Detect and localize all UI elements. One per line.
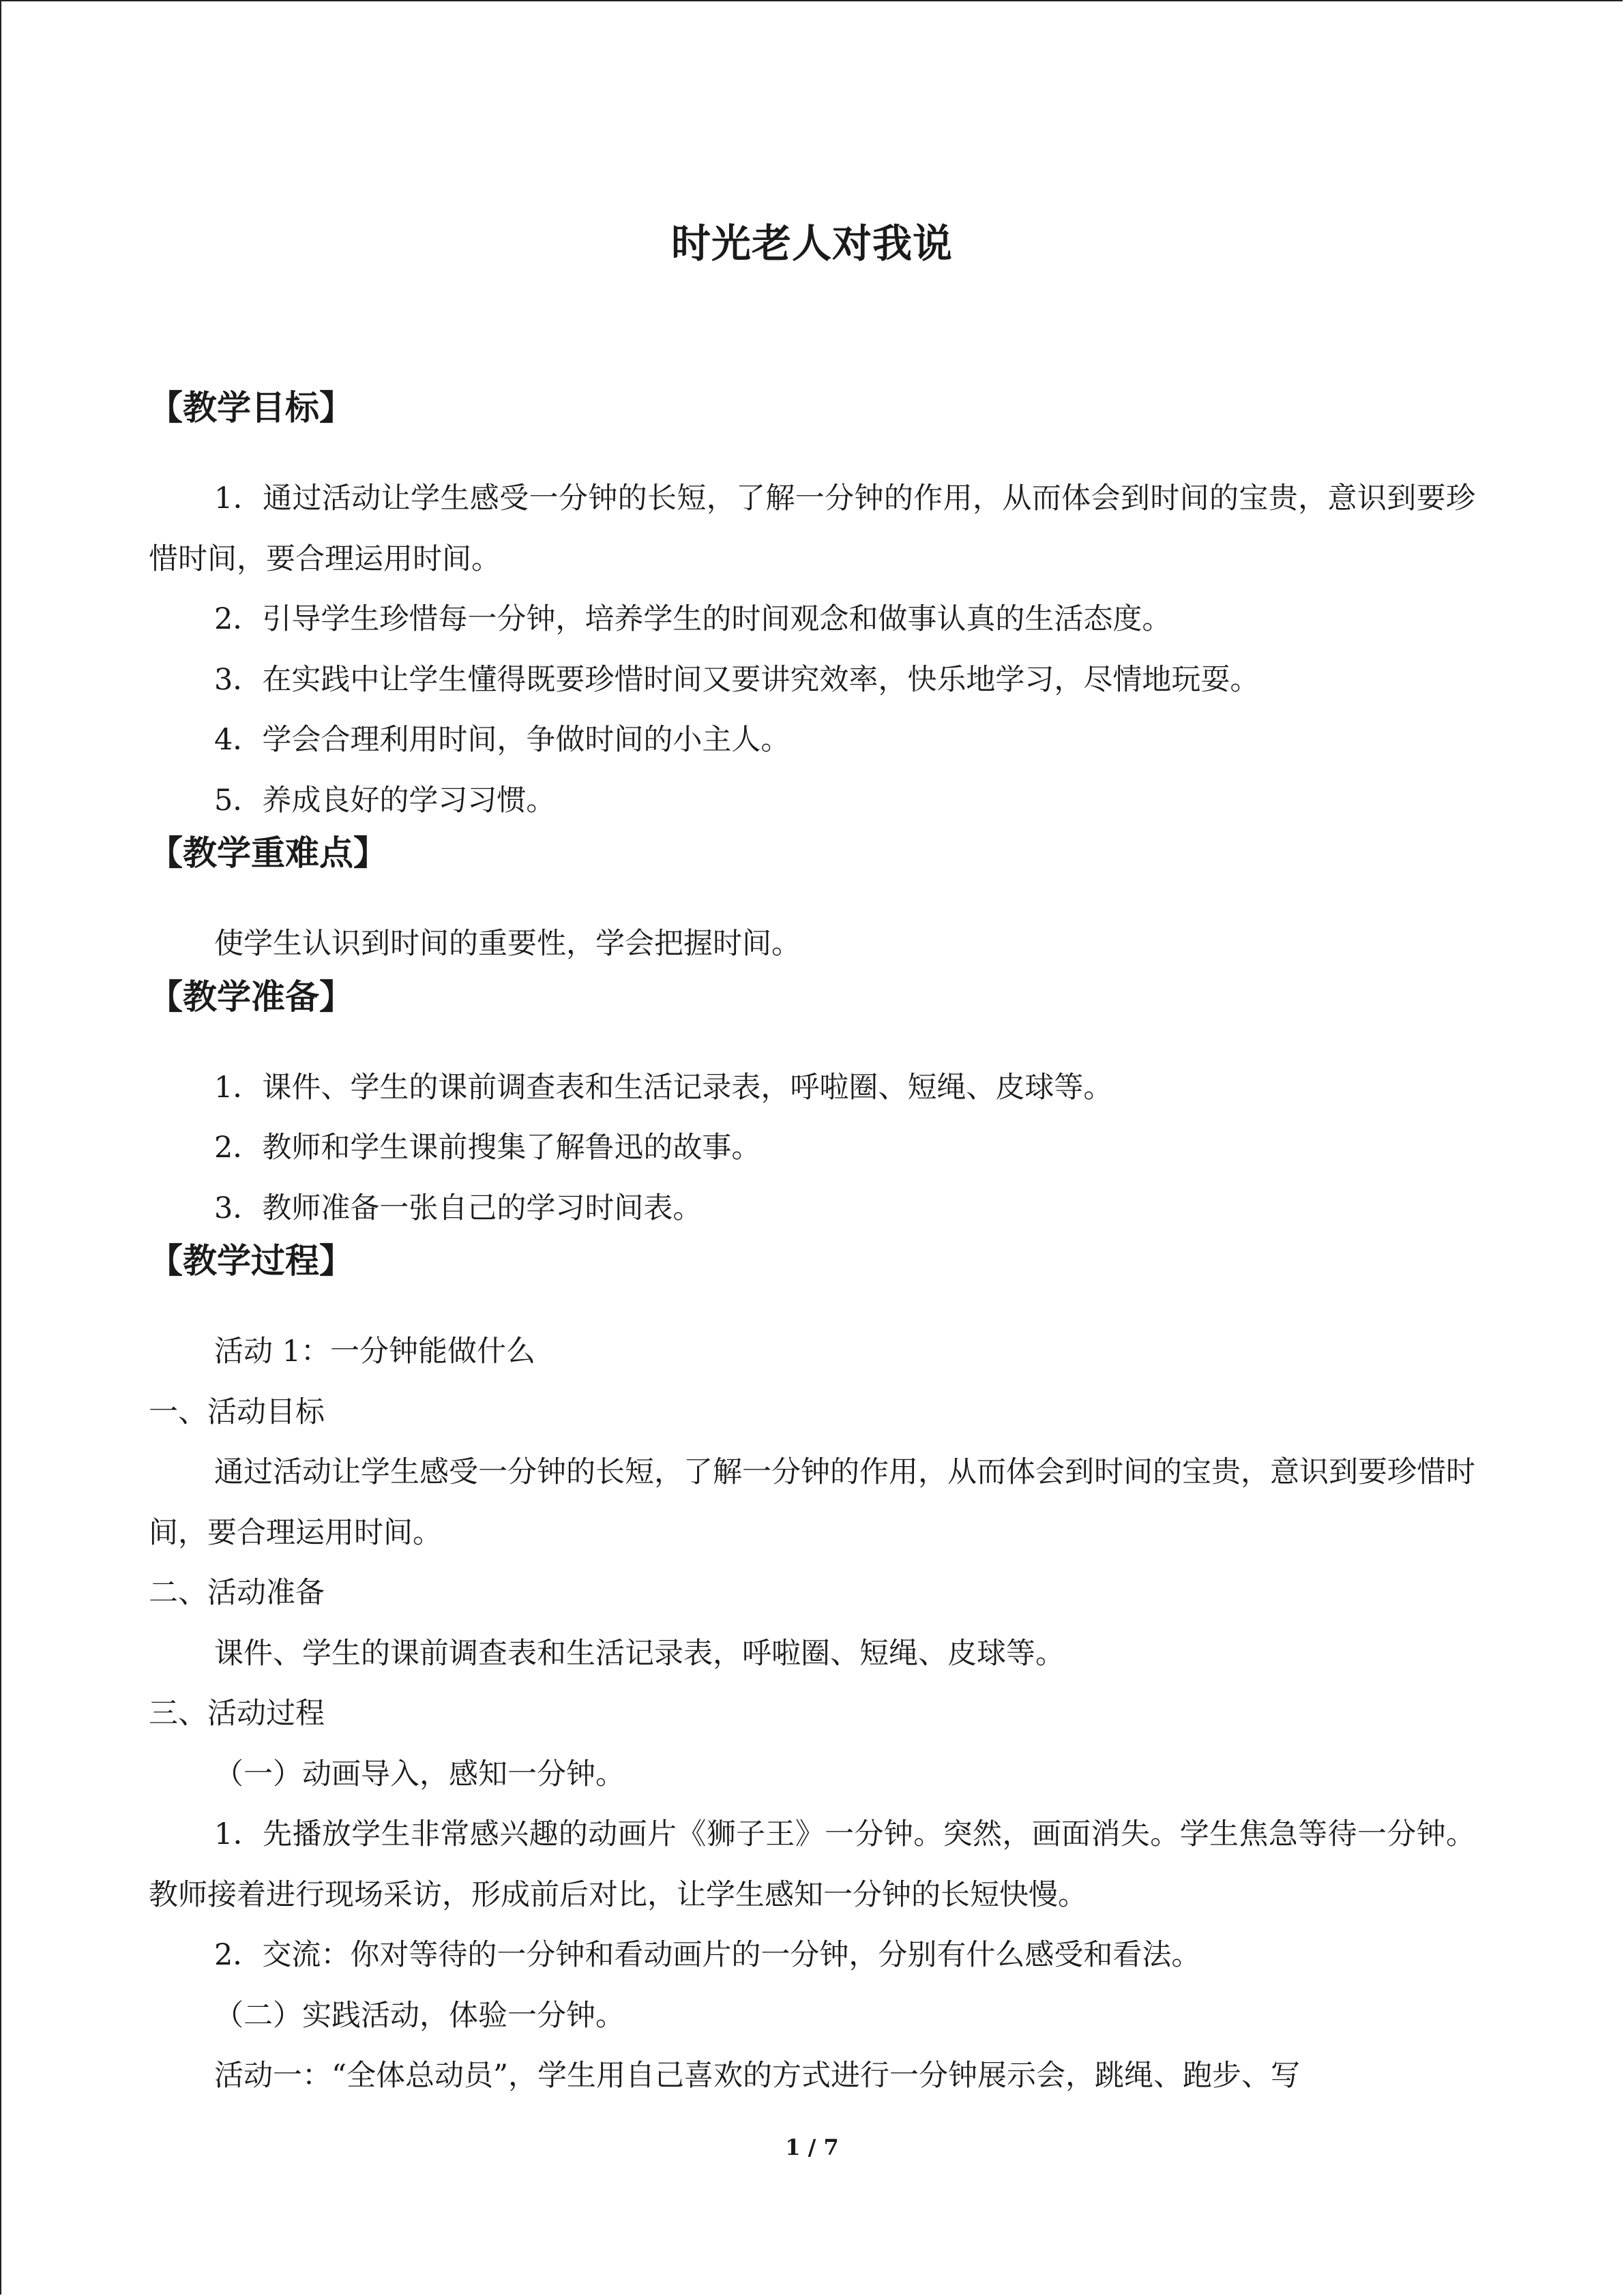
document-body (149, 385, 1475, 2106)
section-heading-process: 【教学过程】 (149, 1241, 353, 1281)
objective-item: 5．养成良好的学习习惯。 (214, 783, 556, 818)
section-heading-preparation: 【教学准备】 (149, 976, 353, 1017)
section-heading-key-points: 【教学重难点】 (149, 833, 387, 873)
objective-item: 3．在实践中让学生懂得既要珍惜时间又要讲究效率，快乐地学习，尽情地玩耍。 (214, 662, 1260, 697)
key-points-text: 使学生认识到时间的重要性，学会把握时间。 (214, 927, 801, 961)
activity-title: 活动 1：一分钟能做什么 (214, 1335, 536, 1369)
part-text: 课件、学生的课前调查表和生活记录表，呼啦圈、短绳、皮球等。 (214, 1636, 1065, 1671)
part-heading: 一、活动目标 (149, 1395, 325, 1429)
sub-heading: （二）实践活动，体验一分钟。 (214, 1998, 625, 2033)
part-heading: 二、活动准备 (149, 1576, 325, 1610)
process-item: 1．先播放学生非常感兴趣的动画片《狮子王》一分钟。突然，画面消失。学生焦急等待一分钟。教师接着进行现场采访，形成前后对比，让学生感知一分钟的长短快慢。 (149, 1817, 1475, 1912)
preparation-item: 2．教师和学生课前搜集了解鲁迅的故事。 (214, 1131, 761, 1165)
section-heading-objectives: 【教学目标】 (149, 388, 353, 428)
part-text: 通过活动让学生感受一分钟的长短，了解一分钟的作用，从而体会到时间的宝贵，意识到要珍惜时间，要合理运用时间。 (149, 1455, 1475, 1550)
preparation-item: 1．课件、学生的课前调查表和生活记录表，呼啦圈、短绳、皮球等。 (214, 1070, 1113, 1105)
process-item: 活动一：“全体总动员”，学生用自己喜欢的方式进行一分钟展示会，跳绳、跑步、写 (214, 2059, 1300, 2093)
process-item: 2．交流：你对等待的一分钟和看动画片的一分钟，分别有什么感受和看法。 (214, 1938, 1201, 1972)
part-heading: 三、活动过程 (149, 1697, 325, 1731)
sub-heading: （一）动画导入，感知一分钟。 (214, 1757, 625, 1791)
objective-item: 2．引导学生珍惜每一分钟，培养学生的时间观念和做事认真的生活态度。 (214, 602, 1172, 636)
preparation-item: 3．教师准备一张自己的学习时间表。 (214, 1191, 703, 1225)
document-title: 时光老人对我说 (670, 220, 953, 267)
objective-item: 4．学会合理利用时间，争做时间的小主人。 (214, 723, 791, 757)
objective-item: 1．通过活动让学生感受一分钟的长短，了解一分钟的作用，从而体会到时间的宝贵，意识到要珍惜时间，要合理运用时间。 (149, 481, 1475, 576)
page-number: 1 / 7 (785, 2134, 839, 2160)
